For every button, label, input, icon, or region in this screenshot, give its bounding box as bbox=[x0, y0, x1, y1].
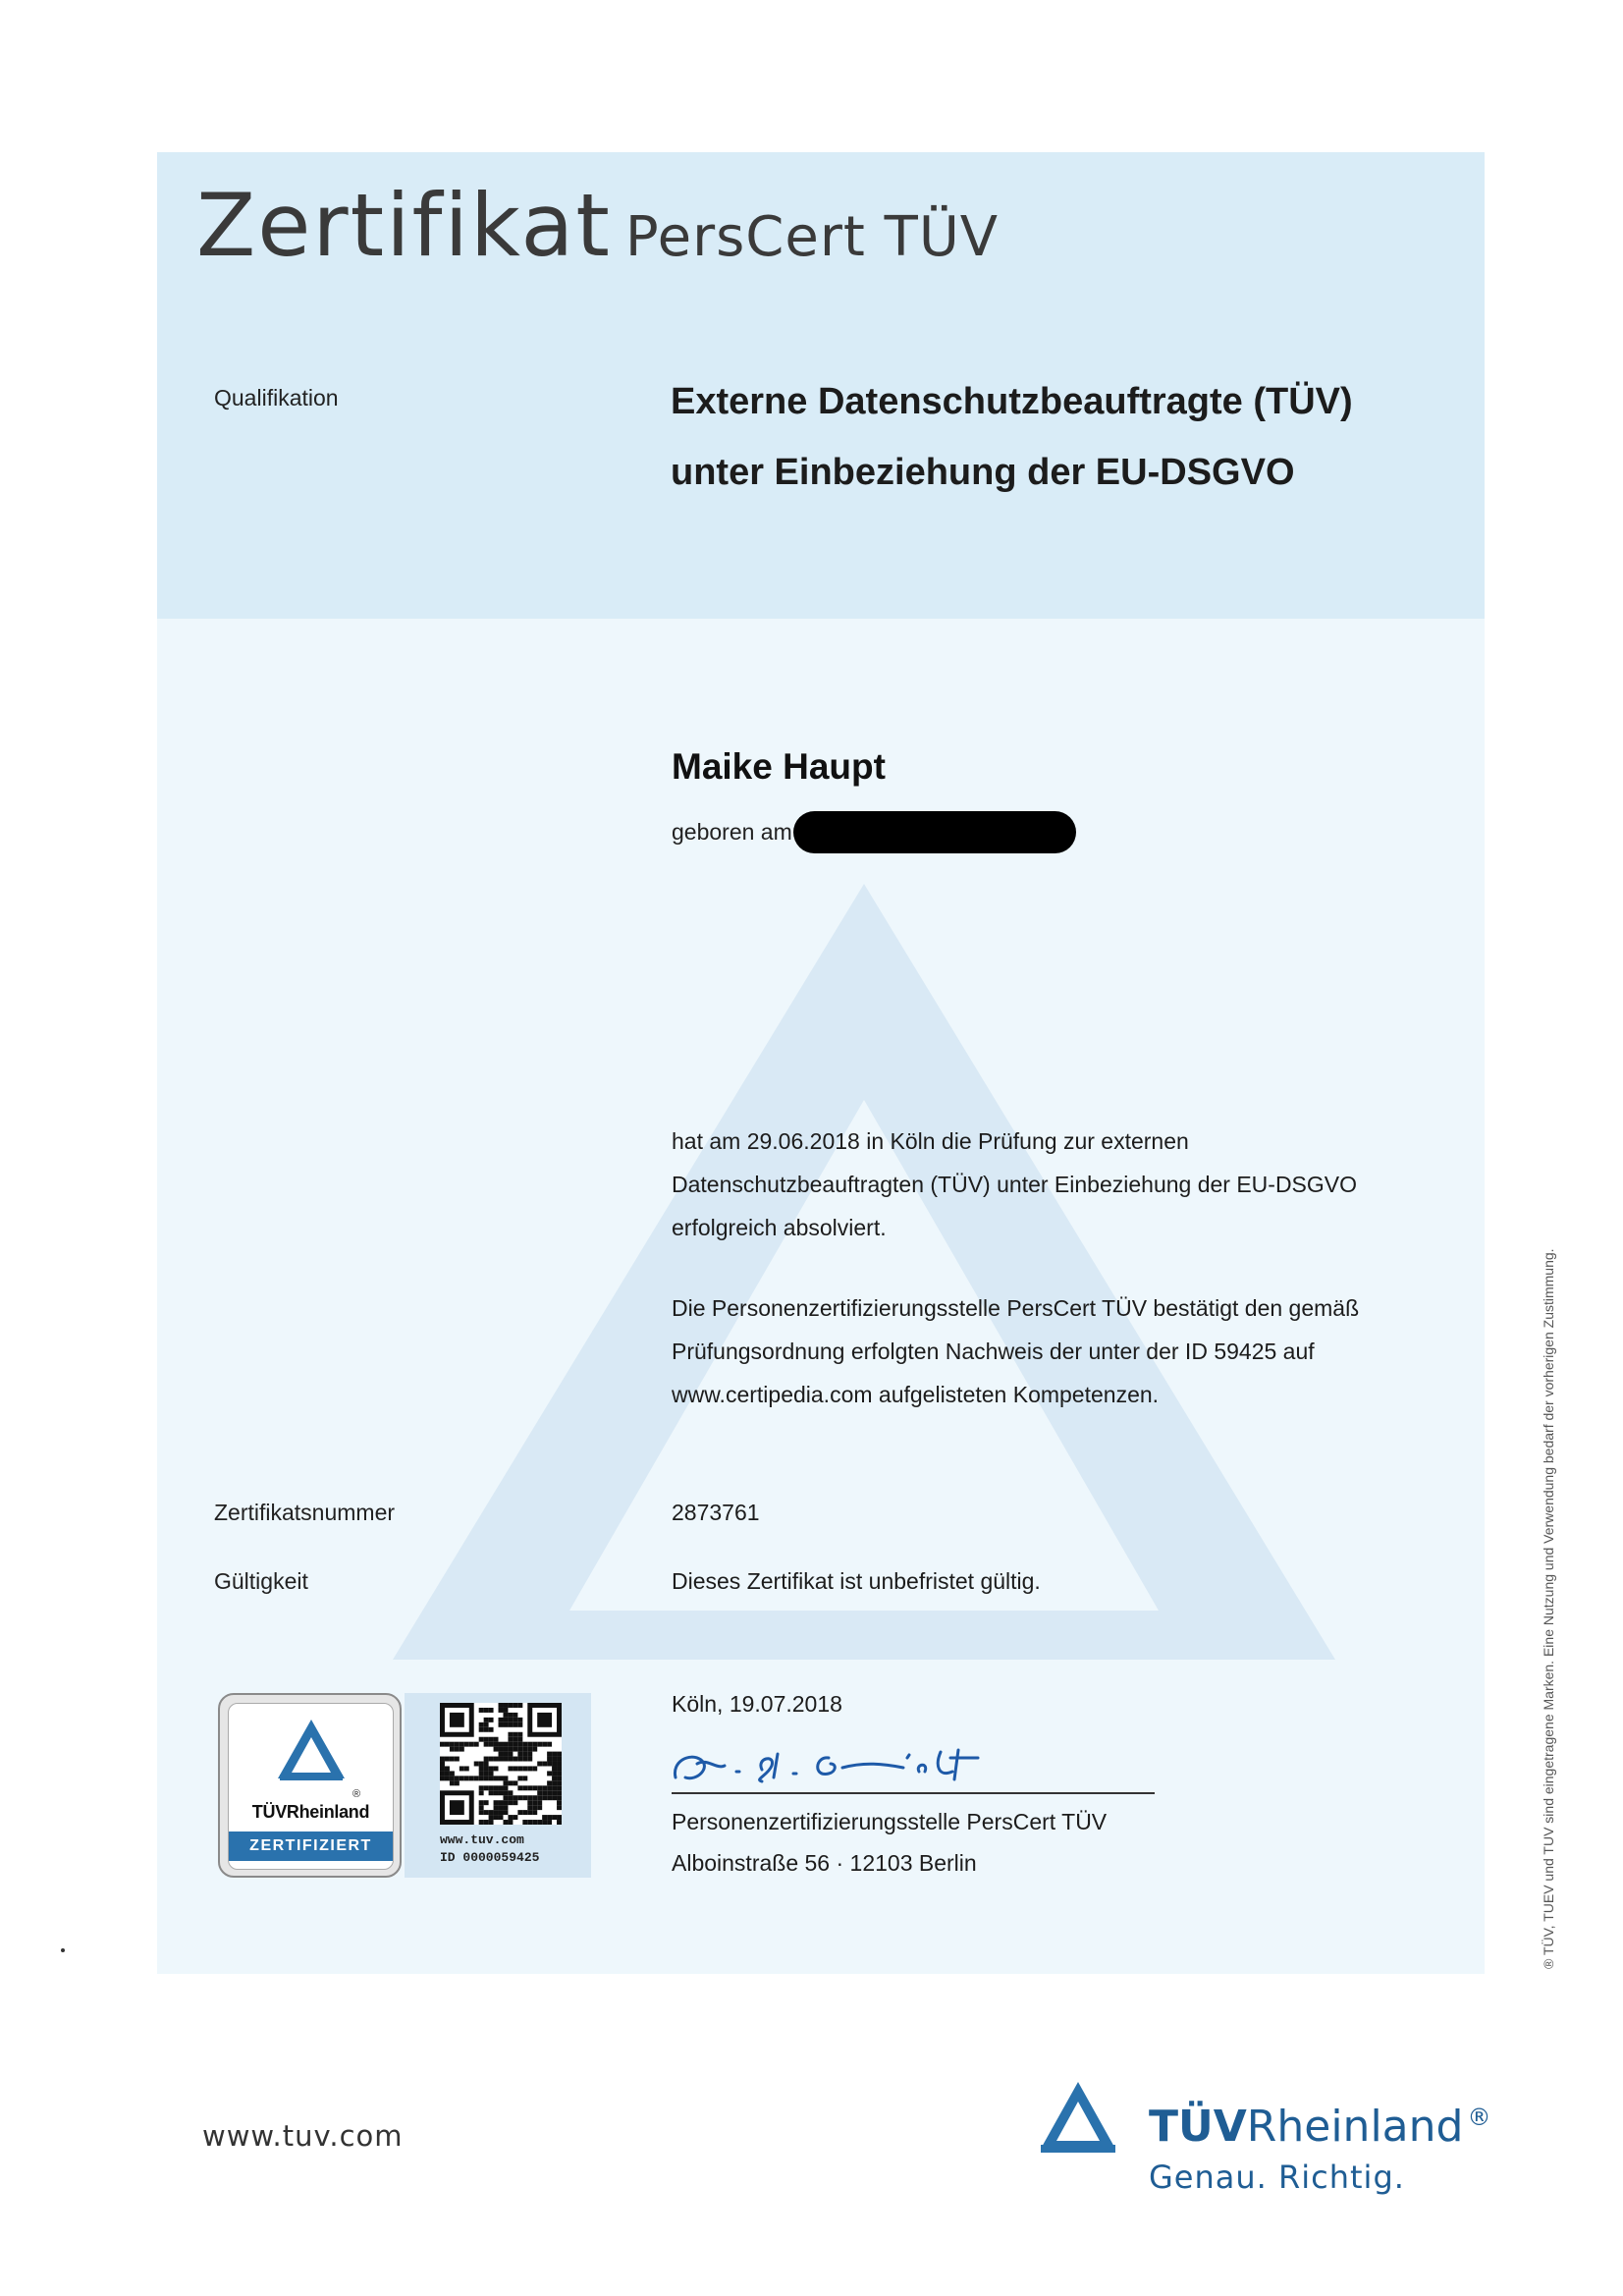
validity-label: Gültigkeit bbox=[214, 1568, 308, 1594]
seal-brand: TÜVRheinland bbox=[251, 1802, 370, 1822]
seal-registered-mark: ® bbox=[352, 1788, 361, 1800]
qr-code-icon bbox=[440, 1703, 562, 1825]
footer-brand-light: Rheinland bbox=[1246, 2102, 1464, 2152]
holder-name: Maike Haupt bbox=[672, 746, 886, 787]
qualification-line-1: Externe Datenschutzbeauftragte (TÜV) bbox=[671, 381, 1353, 422]
footer-brand-bold: TÜV bbox=[1149, 2102, 1247, 2152]
issuer-name: Personenzertifizierungsstelle PersCert TÜV bbox=[672, 1809, 1108, 1834]
signature-line bbox=[672, 1792, 1155, 1794]
statement-paragraph-2: Die Personenzertifizierungsstelle PersCert TÜV bestätigt den gemäß Prüfungsordnung erfolgten Nachweis der unter der ID 59425 auf www.certipedia.com aufgelisteten Kompetenzen. bbox=[672, 1295, 1360, 1407]
seal-status: ZERTIFIZIERT bbox=[229, 1831, 393, 1861]
tuv-rheinland-logo-icon bbox=[1039, 2080, 1117, 2155]
statement-paragraph-1: hat am 29.06.2018 in Köln die Prüfung zur externen Datenschutzbeauftragten (TÜV) unter Einbeziehung der EU-DSGVO erfolgreich absolviert. bbox=[672, 1128, 1358, 1240]
issuer-address: Alboinstraße 56 · 12103 Berlin bbox=[672, 1850, 977, 1876]
footer-website: www.tuv.com bbox=[202, 2119, 404, 2153]
tuv-triangle-watermark-icon bbox=[373, 864, 1355, 1679]
validity-value: Dieses Zertifikat ist unbefristet gültig. bbox=[672, 1568, 1041, 1594]
qr-panel bbox=[405, 1693, 591, 1878]
qualification-line-2: unter Einbeziehung der EU-DSGVO bbox=[671, 452, 1295, 493]
tuv-triangle-icon bbox=[276, 1718, 347, 1782]
footer-registered-mark: ® bbox=[1467, 2104, 1491, 2131]
certificate-title bbox=[196, 175, 999, 276]
badge-id: ID 0000059425 bbox=[440, 1850, 540, 1865]
born-label: geboren am bbox=[672, 819, 792, 845]
certificate-number-value: 2873761 bbox=[672, 1500, 760, 1525]
trademark-note: ® TÜV, TUEV und TUV sind eingetragene Marken. Eine Nutzung und Verwendung bedarf der vorherigen Zustimmung. bbox=[1541, 1248, 1556, 1969]
title-sub: PersCert TÜV bbox=[624, 205, 1000, 269]
scan-speck bbox=[61, 1948, 65, 1952]
footer-brand bbox=[1149, 2102, 1490, 2152]
certification-badge bbox=[218, 1693, 591, 1880]
tuv-seal bbox=[218, 1693, 402, 1878]
signature bbox=[668, 1728, 1060, 1797]
redaction-bar bbox=[793, 811, 1076, 853]
badge-url: www.tuv.com bbox=[440, 1832, 524, 1847]
certificate-number-label: Zertifikatsnummer bbox=[214, 1500, 396, 1525]
footer-tagline: Genau. Richtig. bbox=[1149, 2159, 1405, 2196]
title-main: Zertifikat bbox=[196, 175, 612, 276]
place-date: Köln, 19.07.2018 bbox=[672, 1691, 842, 1717]
qualification-label: Qualifikation bbox=[214, 385, 339, 410]
